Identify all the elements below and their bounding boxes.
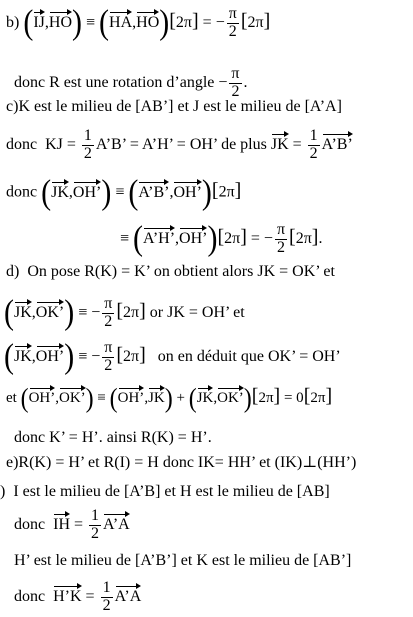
section-d-line3: (JK,OH’) ≡ − $\frac{\pi}{2}$ [2π] on en déduit que OK’ = OH’ [4,337,341,376]
section-c-line2: donc KJ = $\frac{1}{2}$ A’B’ = A’H’ = OH’ de plus JK = $\frac{1}{2}$ A’B’ [6,127,353,162]
fraction-pi-2: $\frac{\pi}{2}$ [104,295,113,330]
paren-open: ( [41,173,52,212]
paren-close: ) [159,3,170,42]
vector-jk: JK [271,132,289,153]
fraction-1-2: $\frac{1}{2}$ [83,127,92,162]
c-statement: K est le milieu de [AB’] et J est le milieu de [A’A] [18,98,342,115]
vector-ih: IH [53,512,70,533]
section-d-line1 [6,264,335,280]
e-statement: e)R(K) = H’ et R(I) = H donc IK= HH’ et (IK)⊥(HH’) [6,454,357,471]
fraction-pi-2: $\frac{\pi}{2}$ [228,5,237,40]
section-c-line3: donc (JK,OH’) ≡ (A’B’,OH’)[2π] [6,173,242,212]
rotation-text: donc R est une rotation d’angle [14,73,215,91]
section-f-line4: donc H’K = $\frac{1}{2}$ A’A [14,579,142,614]
fraction-1-2: $\frac{1}{2}$ [309,127,318,162]
vector-ha: HA [109,10,132,31]
paren-close: ) [201,173,212,212]
paren-open: ( [4,293,14,332]
paren-open: ( [99,3,110,42]
section-f-line3: H’ est le milieu de [A’B’] et K est le milieu de [AB’] [14,552,352,569]
minus: − [215,13,225,31]
modulo: 2π [175,13,192,31]
section-f-line2: donc IH = $\frac{1}{2}$ A’A [14,507,130,542]
paren-close: ) [101,173,112,212]
fraction-1-2: $\frac{1}{2}$ [91,507,100,542]
c-equality: A’B’ = A’H’ = OH’ [95,135,218,153]
paren-open: ( [23,3,34,42]
section-d-conclusion: donc K’ = H’. ainsi R(K) = H’. [14,429,212,446]
paren-close: ) [64,293,75,332]
section-label-b: b) [6,13,20,31]
section-label-f: ) [0,483,6,500]
fraction-pi-2: $\frac{\pi}{2}$ [276,221,286,256]
vector-ho-2: HO [136,10,159,31]
vector-aa-2: A’A [115,584,142,605]
section-c-line4: ≡ (A’H’,OH’)[2π] = − $\frac{\pi}{2}$ [2π]. [120,219,323,258]
paren-open: ( [4,337,14,376]
section-label-c: c) [6,98,19,115]
paren-open: ( [128,173,139,212]
vector-ab: A’B’ [322,132,353,153]
paren-close: ) [72,3,82,42]
vector-ho: HO [49,10,72,31]
paren-open: ( [133,219,144,258]
section-label-d: d) [6,263,20,280]
section-b-equation: b) (IJ,HO) ≡ (HA,HO)[2π] = − $\frac{\pi}{2}$ [2π] [6,3,271,42]
vector-ij: IJ [33,10,45,31]
fraction-pi-2: $\frac{\pi}{2}$ [104,339,113,374]
paren-close: ) [207,219,218,258]
paren-close: ) [64,337,75,376]
section-f-line1: ) I est le milieu de [A’B] et H est le milieu de [AB] [0,483,330,500]
vector-aa: A’A [103,512,130,533]
fraction-pi-2: $\frac{\pi}{2}$ [231,65,240,100]
section-b-conclusion: donc R est une rotation d’angle − $\frac{\pi}{2}$ . [14,65,248,100]
section-d-line4: et (OH’,OK’) ≡ (OH’,JK) + (JK,OK’)[2π] = 0[2π] [6,383,333,414]
section-d-line2: (JK,OK’) ≡ − $\frac{\pi}{2}$ [2π] or JK = OH’ et [4,293,245,332]
modulo: 2π [247,13,264,31]
section-c-line1 [6,99,342,115]
fraction-1-2: $\frac{1}{2}$ [102,579,111,614]
section-e [6,455,356,471]
d-statement: On pose R(K) = K’ on obtient alors JK = OK’ et [27,263,335,280]
vector-hk: H’K [53,584,81,605]
